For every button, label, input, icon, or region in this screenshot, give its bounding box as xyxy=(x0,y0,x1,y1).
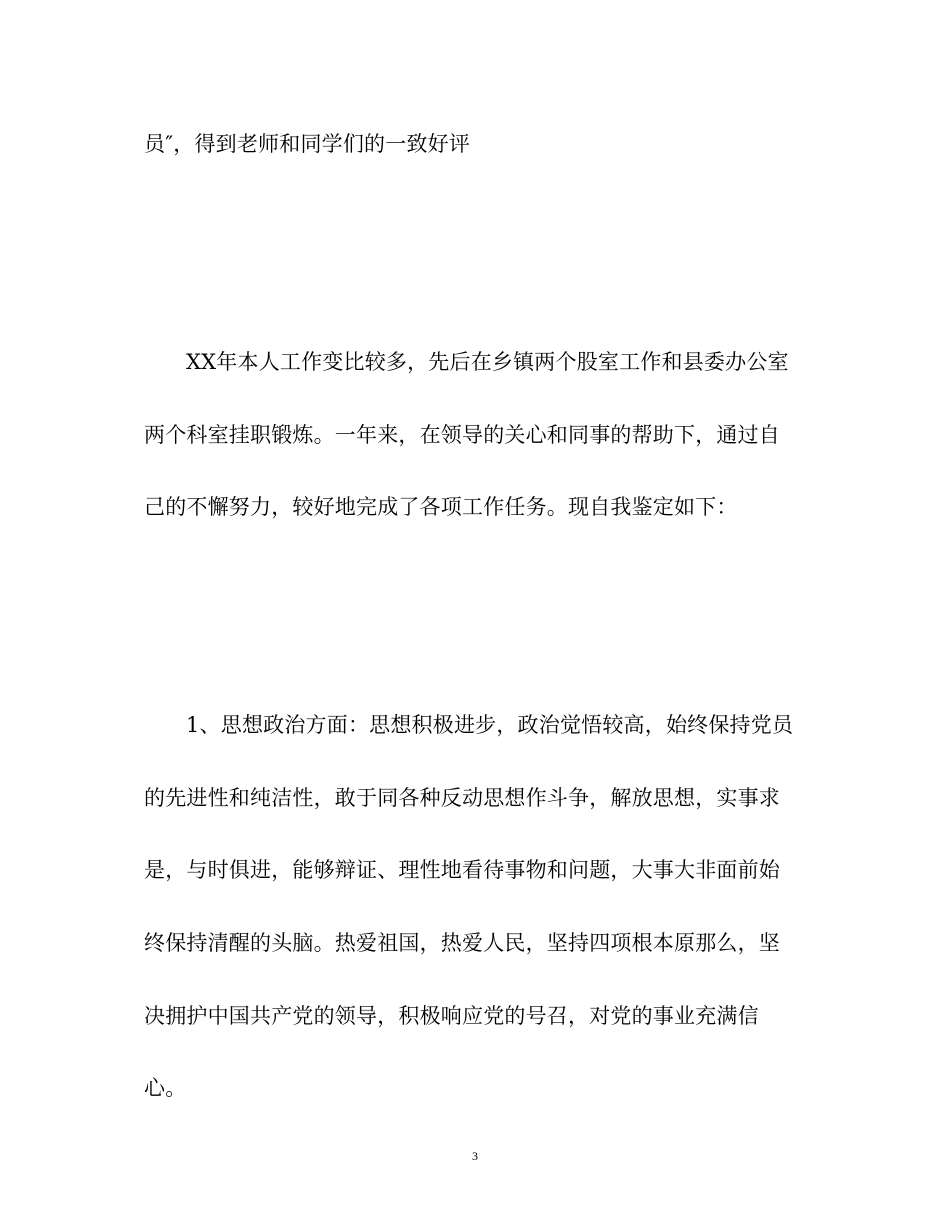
text-line: 的先进性和纯洁性，敢于同各种反动思想作斗争，解放思想，实事求 xyxy=(144,786,780,810)
text-line: 终保持清醒的头脑。热爱祖国，热爱人民，坚持四项根本原那么，坚 xyxy=(144,931,780,955)
text-line: 己的不懈努力，较好地完成了各项工作任务。现自我鉴定如下： xyxy=(144,495,738,519)
text-line: 心。 xyxy=(144,1076,187,1100)
paragraph-first-line: 1、思想政治方面：思想积极进步，政治觉悟较高，始终保持党员 xyxy=(186,713,794,737)
text-line: 是，与时俱进，能够辩证、理性地看待事物和问题，大事大非面前始 xyxy=(144,858,780,882)
text-line: 员″，得到老师和同学们的一致好评 xyxy=(144,132,471,156)
page-number: 3 xyxy=(472,1149,478,1163)
text-line: 两个科室挂职锻炼。一年来，在领导的关心和同事的帮助下，通过自 xyxy=(144,423,780,447)
paragraph-first-line: XX年本人工作变比较多，先后在乡镇两个股室工作和县委办公室 xyxy=(186,350,789,374)
text-line: 决拥护中国共产党的领导，积极响应党的号召，对党的事业充满信 xyxy=(144,1004,759,1028)
